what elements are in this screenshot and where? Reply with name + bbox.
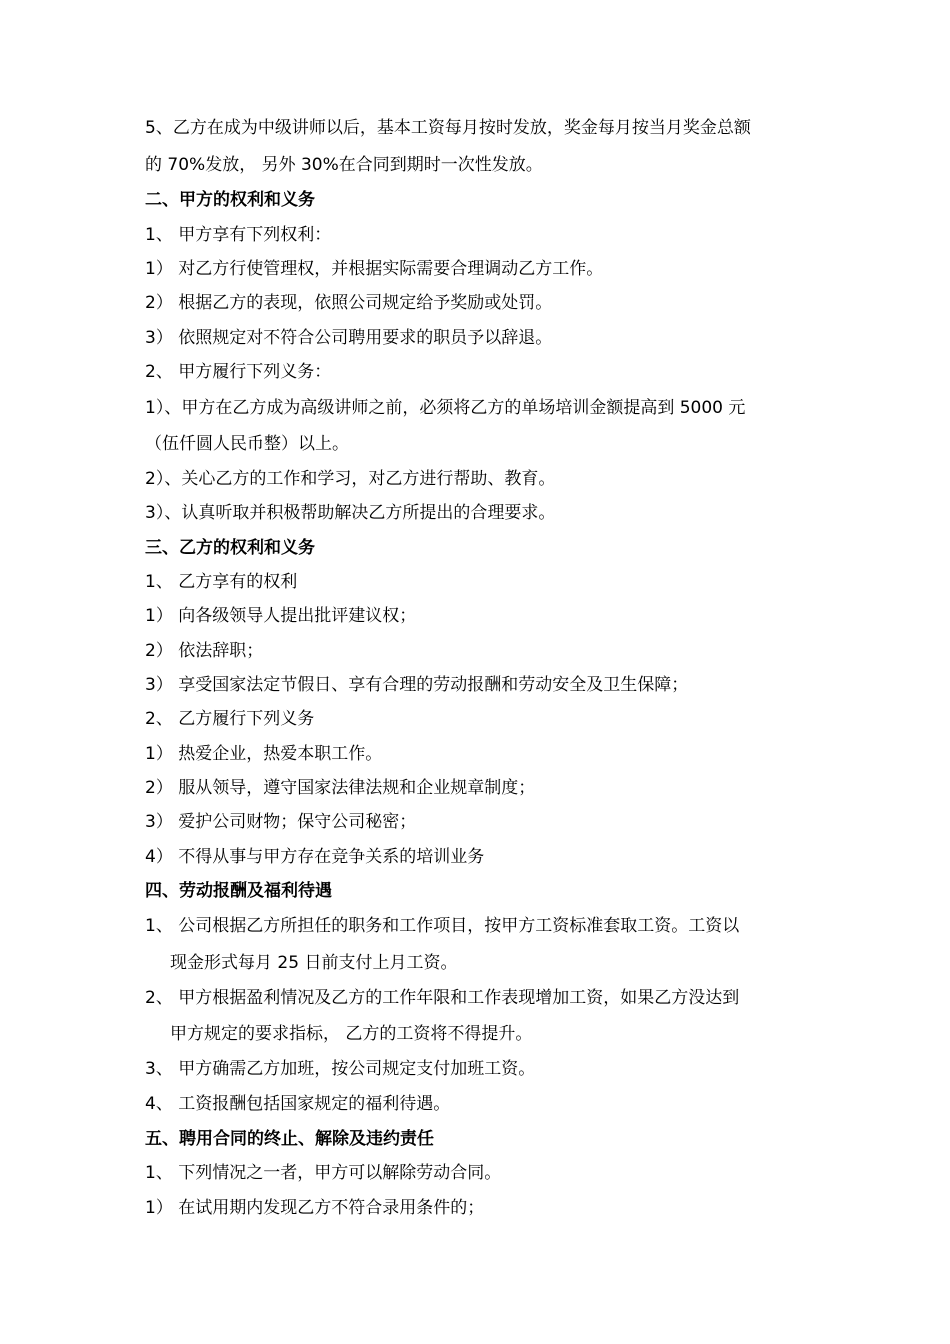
- section-heading: 五、聘用合同的终止、解除及违约责任: [145, 1129, 434, 1149]
- text-line: 现金形式每月 25 日前支付上月工资。: [170, 953, 458, 973]
- text-line: 1、 下列情况之一者，甲方可以解除劳动合同。: [145, 1163, 502, 1183]
- section-heading: 三、乙方的权利和义务: [145, 538, 315, 558]
- text-line: （伍仟圆人民币整）以上。: [145, 434, 349, 454]
- text-line: 5、乙方在成为中级讲师以后，基本工资每月按时发放，奖金每月按当月奖金总额: [145, 118, 751, 138]
- text-line: 甲方规定的要求指标， 乙方的工资将不得提升。: [170, 1024, 533, 1044]
- text-line: 1、 乙方享有的权利: [145, 572, 298, 592]
- text-line: 的 70%发放， 另外 30%在合同到期时一次性发放。: [145, 155, 543, 175]
- text-line: 4） 不得从事与甲方存在竞争关系的培训业务: [145, 847, 485, 867]
- text-line: 1）、甲方在乙方成为高级讲师之前，必须将乙方的单场培训金额提高到 5000 元: [145, 398, 746, 418]
- text-line: 2、 甲方根据盈利情况及乙方的工作年限和工作表现增加工资，如果乙方没达到: [145, 988, 740, 1008]
- text-line: 2） 根据乙方的表现，依照公司规定给予奖励或处罚。: [145, 293, 553, 313]
- section-heading: 二、甲方的权利和义务: [145, 190, 315, 210]
- text-line: 3） 享受国家法定节假日、享有合理的劳动报酬和劳动安全及卫生保障；: [145, 675, 689, 695]
- text-line: 3）、认真听取并积极帮助解决乙方所提出的合理要求。: [145, 503, 556, 523]
- section-heading: 四、劳动报酬及福利待遇: [145, 881, 332, 901]
- text-line: 1） 热爱企业，热爱本职工作。: [145, 744, 383, 764]
- text-line: 2） 服从领导，遵守国家法律法规和企业规章制度；: [145, 778, 536, 798]
- text-line: 1） 向各级领导人提出批评建议权；: [145, 606, 417, 626]
- text-line: 3） 依照规定对不符合公司聘用要求的职员予以辞退。: [145, 328, 553, 348]
- text-line: 1） 在试用期内发现乙方不符合录用条件的；: [145, 1198, 485, 1218]
- text-line: 2、 乙方履行下列义务: [145, 709, 315, 729]
- text-line: 2、 甲方履行下列义务：: [145, 362, 332, 382]
- text-line: 1、 公司根据乙方所担任的职务和工作项目，按甲方工资标准套取工资。工资以: [145, 916, 740, 936]
- text-line: 2） 依法辞职；: [145, 641, 264, 661]
- text-line: 3） 爱护公司财物；保守公司秘密；: [145, 812, 417, 832]
- text-line: 3、 甲方确需乙方加班，按公司规定支付加班工资。: [145, 1059, 536, 1079]
- text-line: 2）、关心乙方的工作和学习，对乙方进行帮助、教育。: [145, 469, 556, 489]
- text-line: 1、 甲方享有下列权利：: [145, 225, 332, 245]
- text-line: 4、 工资报酬包括国家规定的福利待遇。: [145, 1094, 451, 1114]
- text-line: 1） 对乙方行使管理权，并根据实际需要合理调动乙方工作。: [145, 259, 604, 279]
